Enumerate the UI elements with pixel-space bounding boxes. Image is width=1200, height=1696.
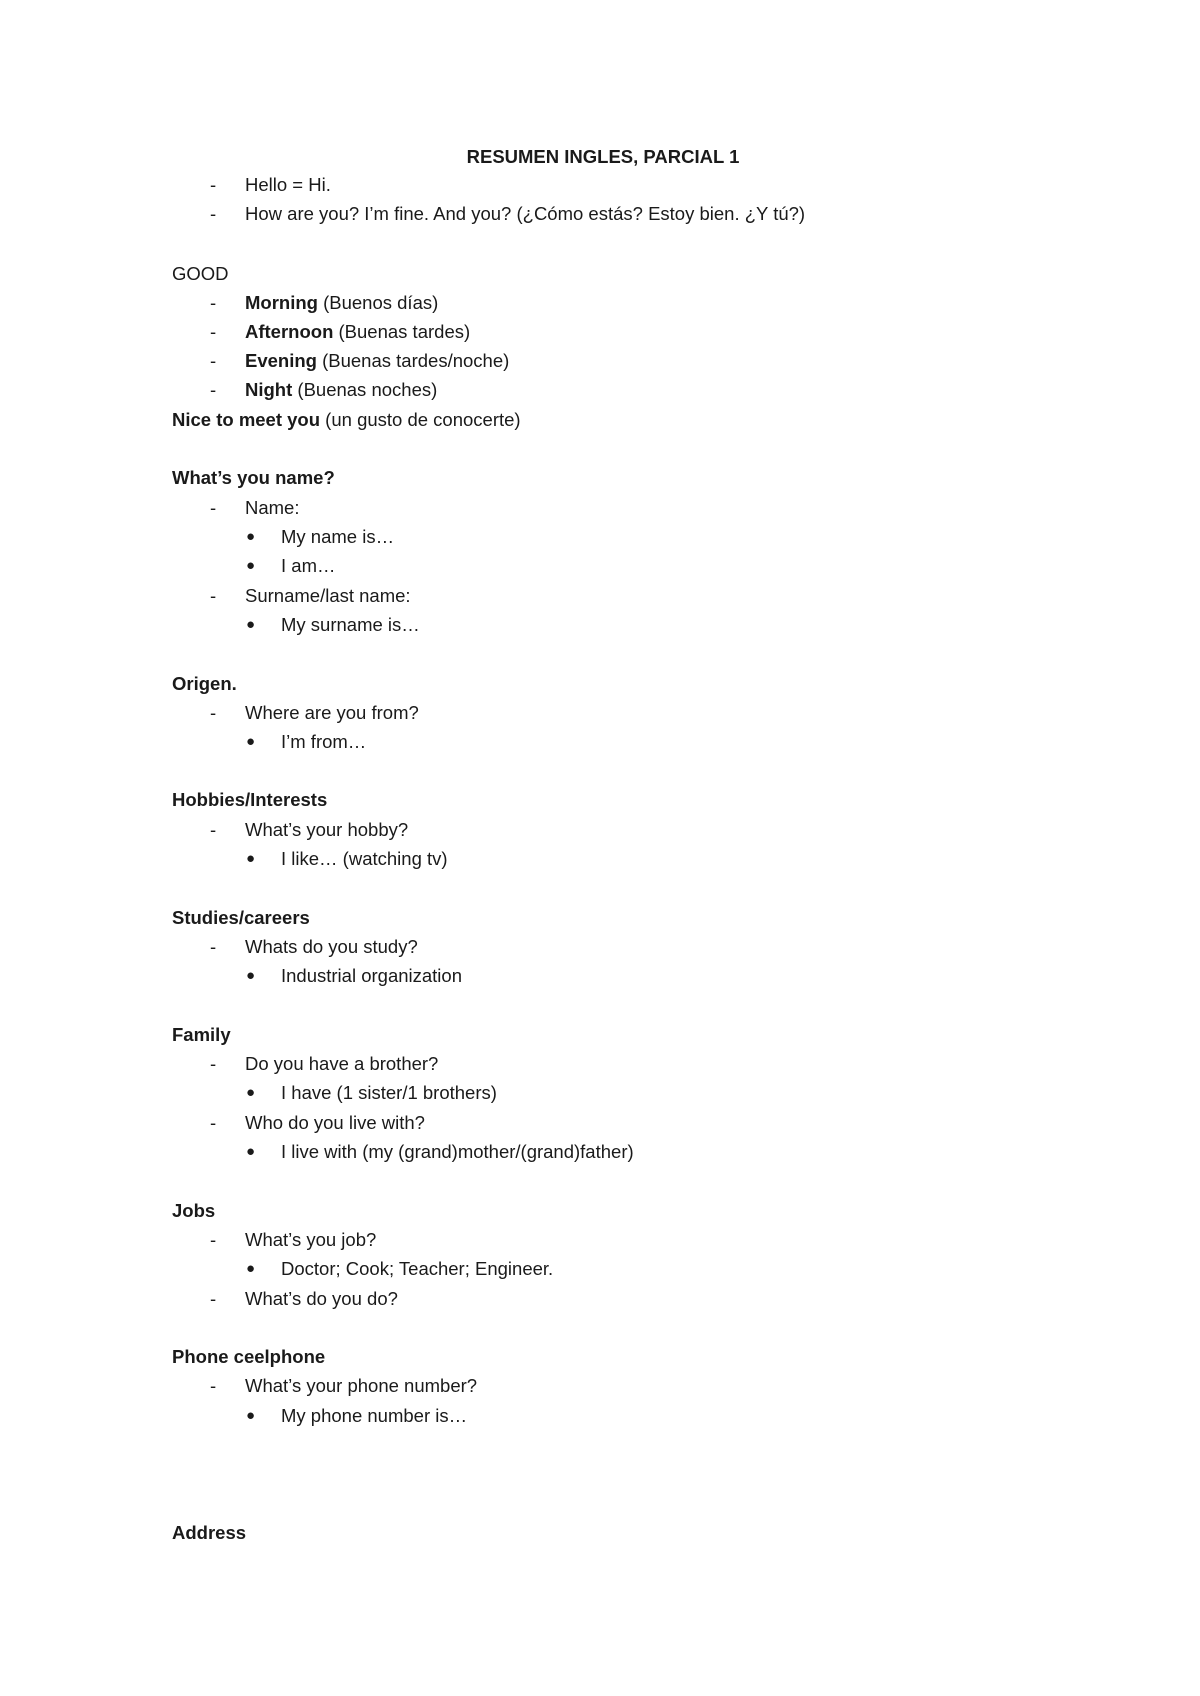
bullet-marker: ● xyxy=(246,1143,256,1160)
studies-answer: Industrial organization xyxy=(281,965,462,986)
greeting-term: Evening xyxy=(245,350,317,371)
dash-marker: - xyxy=(210,497,217,518)
dash-marker: - xyxy=(210,203,217,224)
dash-marker: - xyxy=(210,1112,217,1133)
origin-answer: I’m from… xyxy=(281,731,367,752)
dash-marker: - xyxy=(210,1053,217,1074)
bullet-marker: ● xyxy=(246,557,256,574)
greeting-entry xyxy=(245,292,438,314)
greeting-translation: (Buenas tardes) xyxy=(333,321,471,342)
bullet-marker: ● xyxy=(246,733,256,750)
jobs-question: What’s you job? xyxy=(245,1229,377,1250)
greeting-term: Morning xyxy=(245,292,318,313)
bullet-marker: ● xyxy=(246,967,256,984)
dash-marker: - xyxy=(210,350,217,371)
dash-marker: - xyxy=(210,1288,217,1309)
phone-answer: My phone number is… xyxy=(281,1405,468,1426)
dash-marker: - xyxy=(210,1229,217,1250)
name-answer: My name is… xyxy=(281,526,395,547)
section-heading-origin: Origen. xyxy=(172,673,237,694)
surname-label: Surname/last name: xyxy=(245,585,411,606)
jobs-question: What’s do you do? xyxy=(245,1288,398,1309)
greeting-translation: (Buenos días) xyxy=(317,292,439,313)
greeting-translation: (Buenas noches) xyxy=(292,379,438,400)
phone-question: What’s your phone number? xyxy=(245,1375,478,1396)
origin-question: Where are you from? xyxy=(245,702,419,723)
intro-text: Hello = Hi. xyxy=(245,174,331,195)
hobbies-answer: I like… (watching tv) xyxy=(281,848,448,869)
section-heading-studies: Studies/careers xyxy=(172,907,310,928)
dash-marker: - xyxy=(210,936,217,957)
dash-marker: - xyxy=(210,819,217,840)
bullet-marker: ● xyxy=(246,528,256,545)
jobs-answer: Doctor; Cook; Teacher; Engineer. xyxy=(281,1258,554,1279)
greeting-entry xyxy=(245,350,509,372)
greeting-translation: (Buenas tardes/noche) xyxy=(316,350,510,371)
greeting-term: Afternoon xyxy=(245,321,334,342)
bullet-marker: ● xyxy=(246,616,256,633)
bullet-marker: ● xyxy=(246,850,256,867)
bullet-marker: ● xyxy=(246,1260,256,1277)
greeting-entry xyxy=(245,321,470,343)
section-heading-name: What’s you name? xyxy=(172,467,335,488)
family-answer: I have (1 sister/1 brothers) xyxy=(281,1082,497,1103)
greetings-heading: GOOD xyxy=(172,263,229,284)
family-answer: I live with (my (grand)mother/(grand)father) xyxy=(281,1141,634,1162)
document-title: RESUMEN INGLES, PARCIAL 1 xyxy=(466,146,740,167)
dash-marker: - xyxy=(210,174,217,195)
section-heading-hobbies: Hobbies/Interests xyxy=(172,789,328,810)
nice-to-meet-translation: (un gusto de conocerte) xyxy=(320,409,521,430)
section-heading-address: Address xyxy=(172,1522,247,1543)
nice-to-meet-term: Nice to meet you xyxy=(172,409,321,430)
section-heading-family: Family xyxy=(172,1024,231,1045)
dash-marker: - xyxy=(210,379,217,400)
hobbies-question: What’s your hobby? xyxy=(245,819,409,840)
family-question: Who do you live with? xyxy=(245,1112,425,1133)
section-heading-jobs: Jobs xyxy=(172,1200,216,1221)
bullet-marker: ● xyxy=(246,1084,256,1101)
dash-marker: - xyxy=(210,1375,217,1396)
greeting-term: Night xyxy=(245,379,293,400)
name-answer: I am… xyxy=(281,555,336,576)
section-heading-phone: Phone ceelphone xyxy=(172,1346,326,1367)
nice-to-meet-line xyxy=(172,409,521,431)
dash-marker: - xyxy=(210,702,217,723)
studies-question: Whats do you study? xyxy=(245,936,418,957)
greeting-entry xyxy=(245,379,437,401)
name-label: Name: xyxy=(245,497,300,518)
surname-answer: My surname is… xyxy=(281,614,420,635)
bullet-marker: ● xyxy=(246,1407,256,1424)
family-question: Do you have a brother? xyxy=(245,1053,439,1074)
intro-text: How are you? I’m fine. And you? (¿Cómo estás? Estoy bien. ¿Y tú?) xyxy=(245,203,806,224)
dash-marker: - xyxy=(210,585,217,606)
dash-marker: - xyxy=(210,292,217,313)
dash-marker: - xyxy=(210,321,217,342)
